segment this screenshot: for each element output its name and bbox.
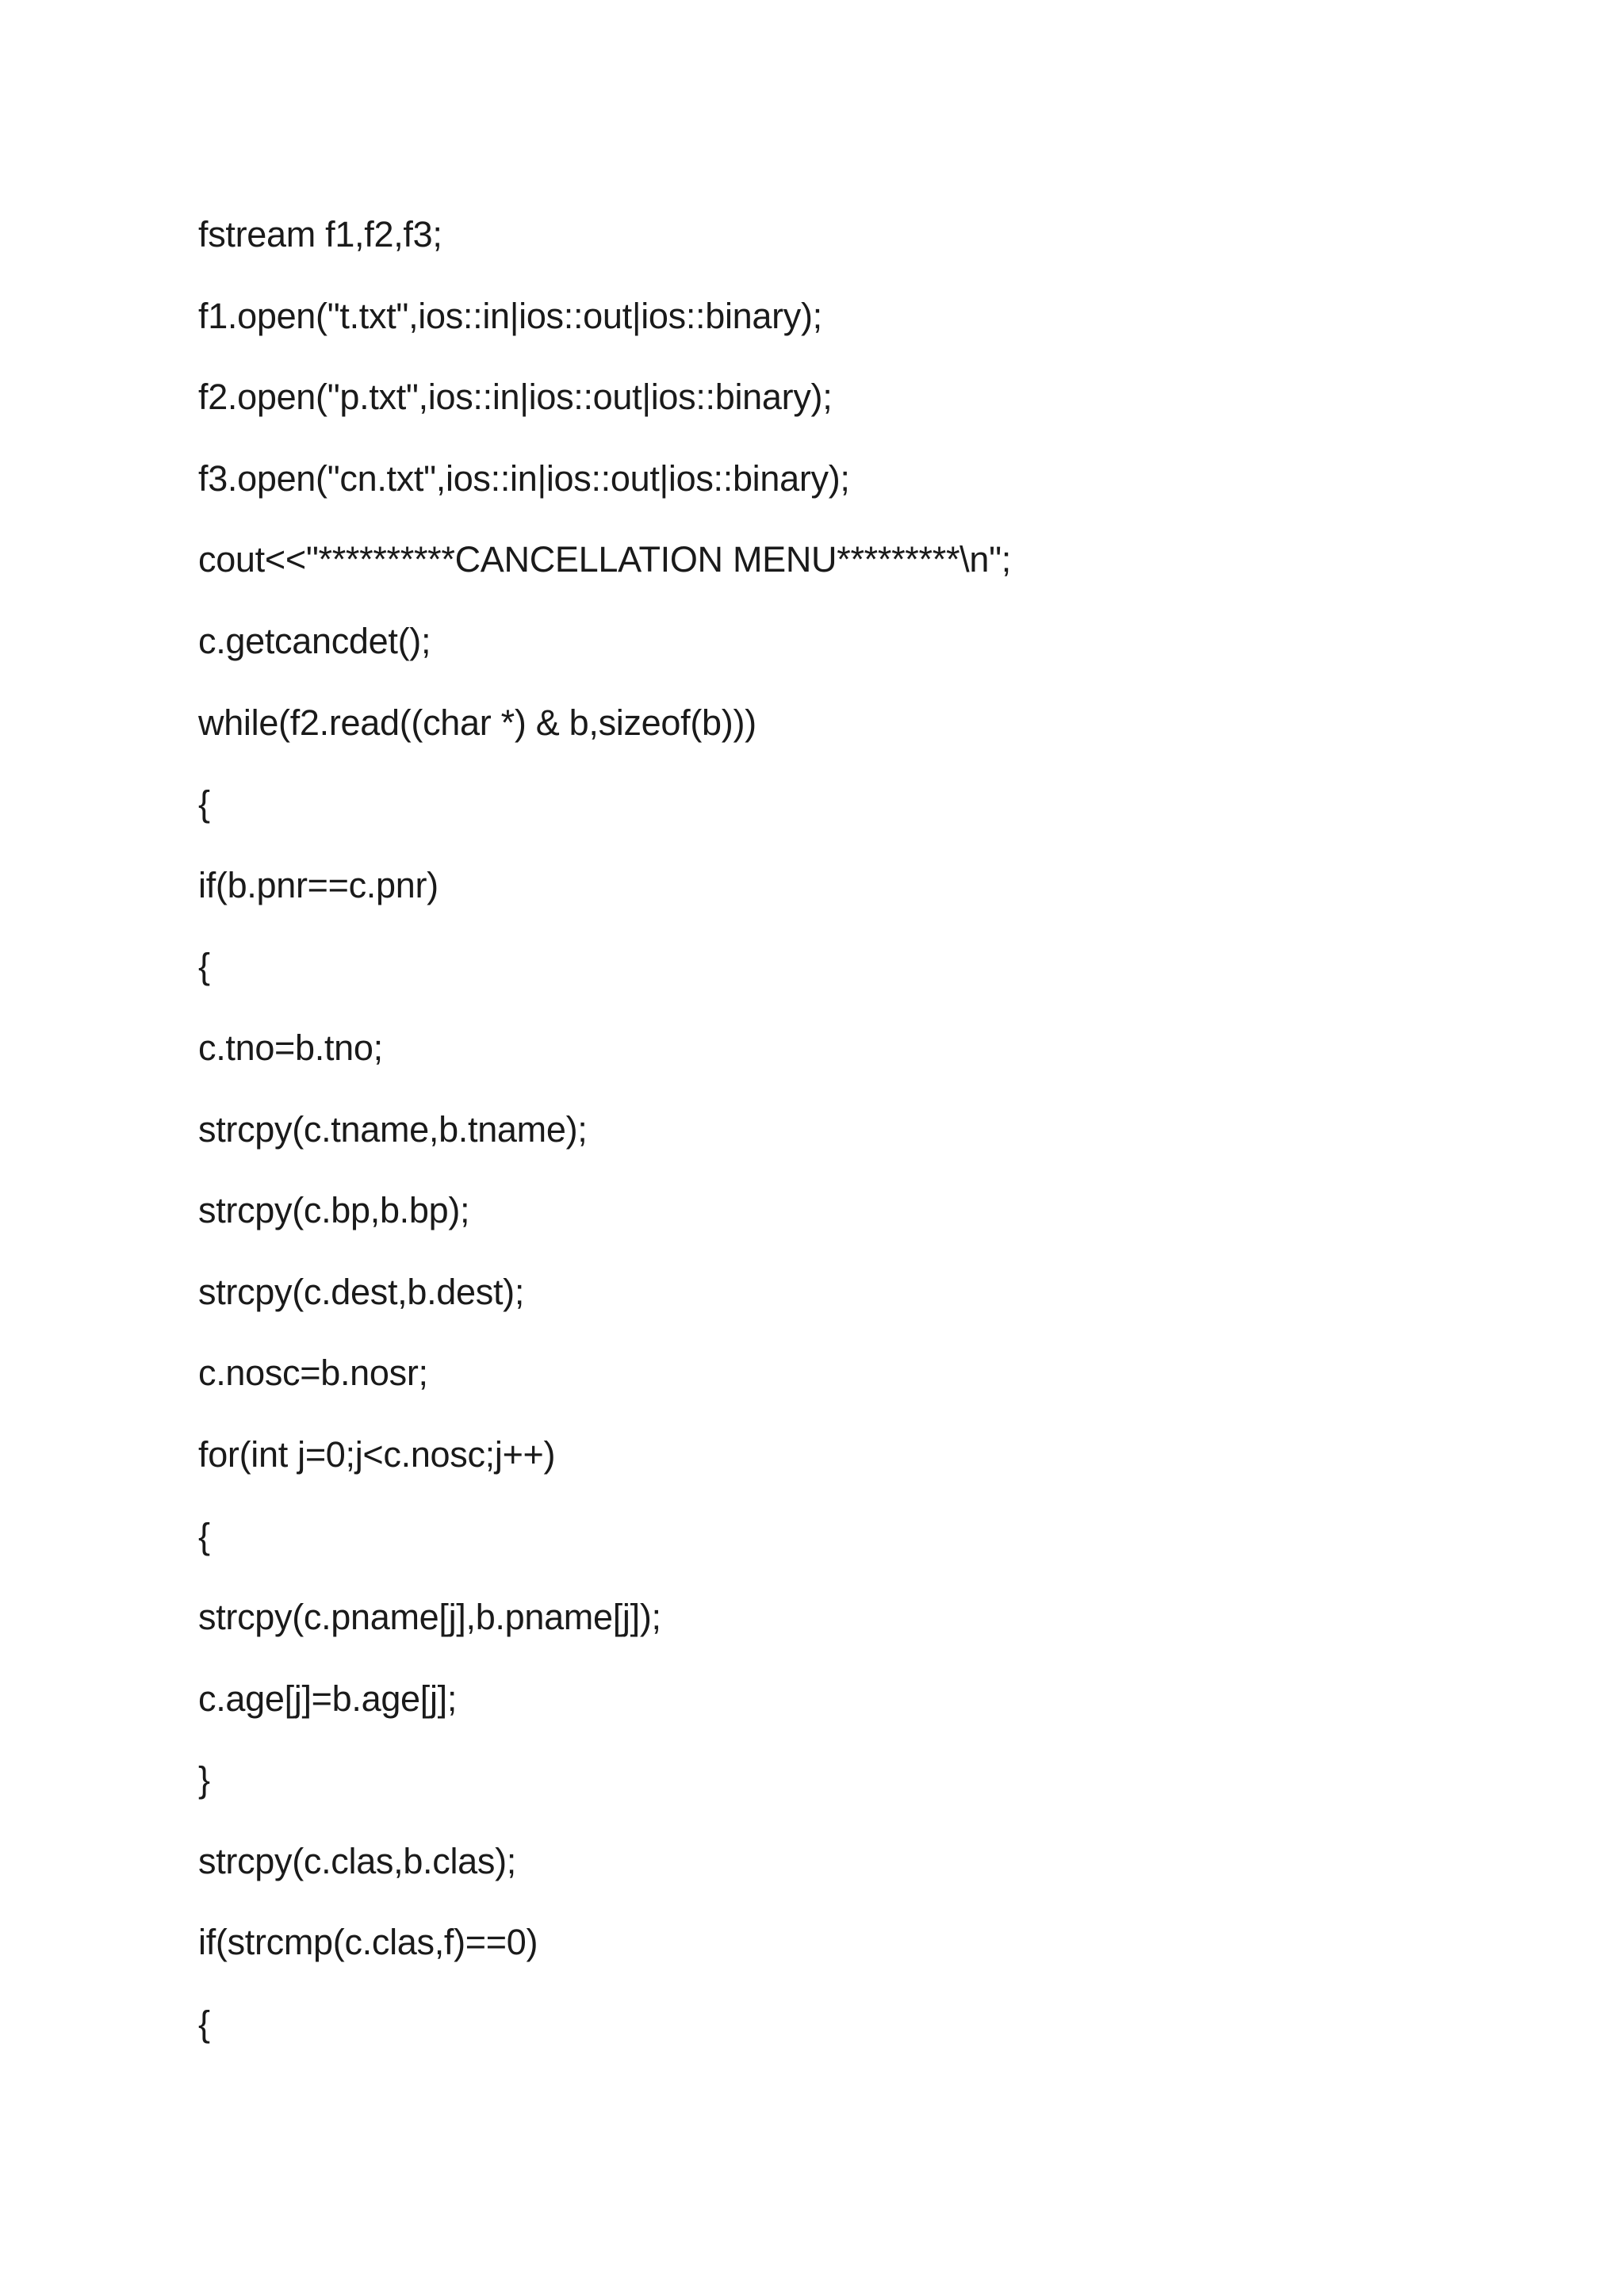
code-line: } [198,1759,210,1800]
code-line: for(int j=0;j<c.nosc;j++) [198,1433,556,1475]
code-listing [198,194,1011,2065]
code-line: c.nosc=b.nosr; [198,1353,428,1394]
code-line: c.tno=b.tno; [198,1027,383,1068]
code-line: c.getcancdet(); [198,620,431,661]
code-line: { [198,2003,210,2045]
code-line: if(b.pnr==c.pnr) [198,864,439,905]
code-line: strcpy(c.tname,b.tname); [198,1108,588,1150]
code-line: if(strcmp(c.clas,f)==0) [198,1922,538,1963]
code-line: f3.open("cn.txt",ios::in|ios::out|ios::binary); [198,457,850,499]
code-line: cout<<"**********CANCELLATION MENU*********\n"; [198,539,1011,580]
code-line: strcpy(c.bp,b.bp); [198,1190,470,1231]
code-line: f2.open("p.txt",ios::in|ios::out|ios::binary); [198,377,833,418]
code-line: strcpy(c.clas,b.clas); [198,1840,516,1881]
code-line: { [198,946,210,987]
code-line: fstream f1,f2,f3; [198,214,442,254]
code-line: strcpy(c.pname[j],b.pname[j]); [198,1597,661,1638]
code-line: c.age[j]=b.age[j]; [198,1678,458,1719]
code-line: { [198,1515,210,1556]
code-line: { [198,783,210,825]
code-line: f1.open("t.txt",ios::in|ios::out|ios::binary); [198,295,822,336]
code-line: strcpy(c.dest,b.dest); [198,1271,525,1312]
code-line: while(f2.read((char *) & b,sizeof(b))) [198,702,756,743]
